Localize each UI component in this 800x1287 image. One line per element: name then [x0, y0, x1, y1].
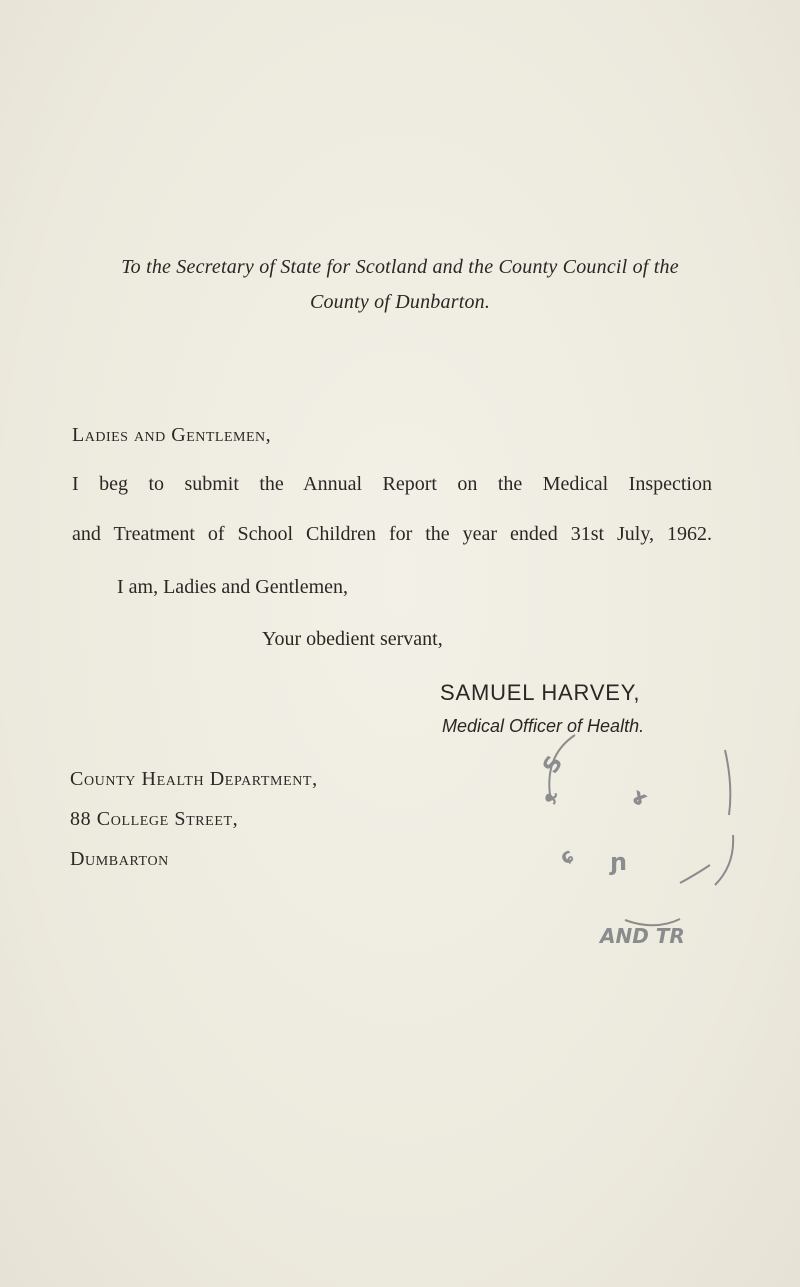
closing-line-1: I am, Ladies and Gentlemen,	[117, 576, 349, 598]
svg-text:ᴥ: ᴥ	[536, 789, 563, 806]
signatory-name: SAMUEL HARVEY,	[440, 680, 641, 705]
svg-text:ɕ: ɕ	[555, 842, 578, 870]
svg-text:ɤ: ɤ	[627, 783, 652, 813]
body-paragraph-line-1: I beg to submit the Annual Report on the Medical Inspection	[72, 473, 712, 495]
signatory-title: Medical Officer of Health.	[442, 716, 645, 736]
stamp-lettering: AND TR	[600, 924, 685, 948]
svg-text:ɲ: ɲ	[610, 848, 628, 876]
svg-text:S: S	[538, 751, 569, 778]
sender-address-line-2: 88 College Street,	[70, 808, 239, 830]
salutation: Ladies and Gentlemen,	[72, 424, 272, 446]
library-stamp-image	[505, 705, 735, 955]
body-paragraph-line-2: and Treatment of School Children for the year ended 31st July, 1962.	[72, 523, 712, 545]
closing-line-2: Your obedient servant,	[262, 628, 443, 650]
addressee-line-1: To the Secretary of State for Scotland and the County Council of the	[121, 256, 679, 278]
sender-address-line-1: County Health Department,	[70, 768, 318, 790]
sender-address-line-3: Dumbarton	[70, 848, 169, 870]
addressee-line-2: County of Dunbarton.	[309, 291, 491, 313]
